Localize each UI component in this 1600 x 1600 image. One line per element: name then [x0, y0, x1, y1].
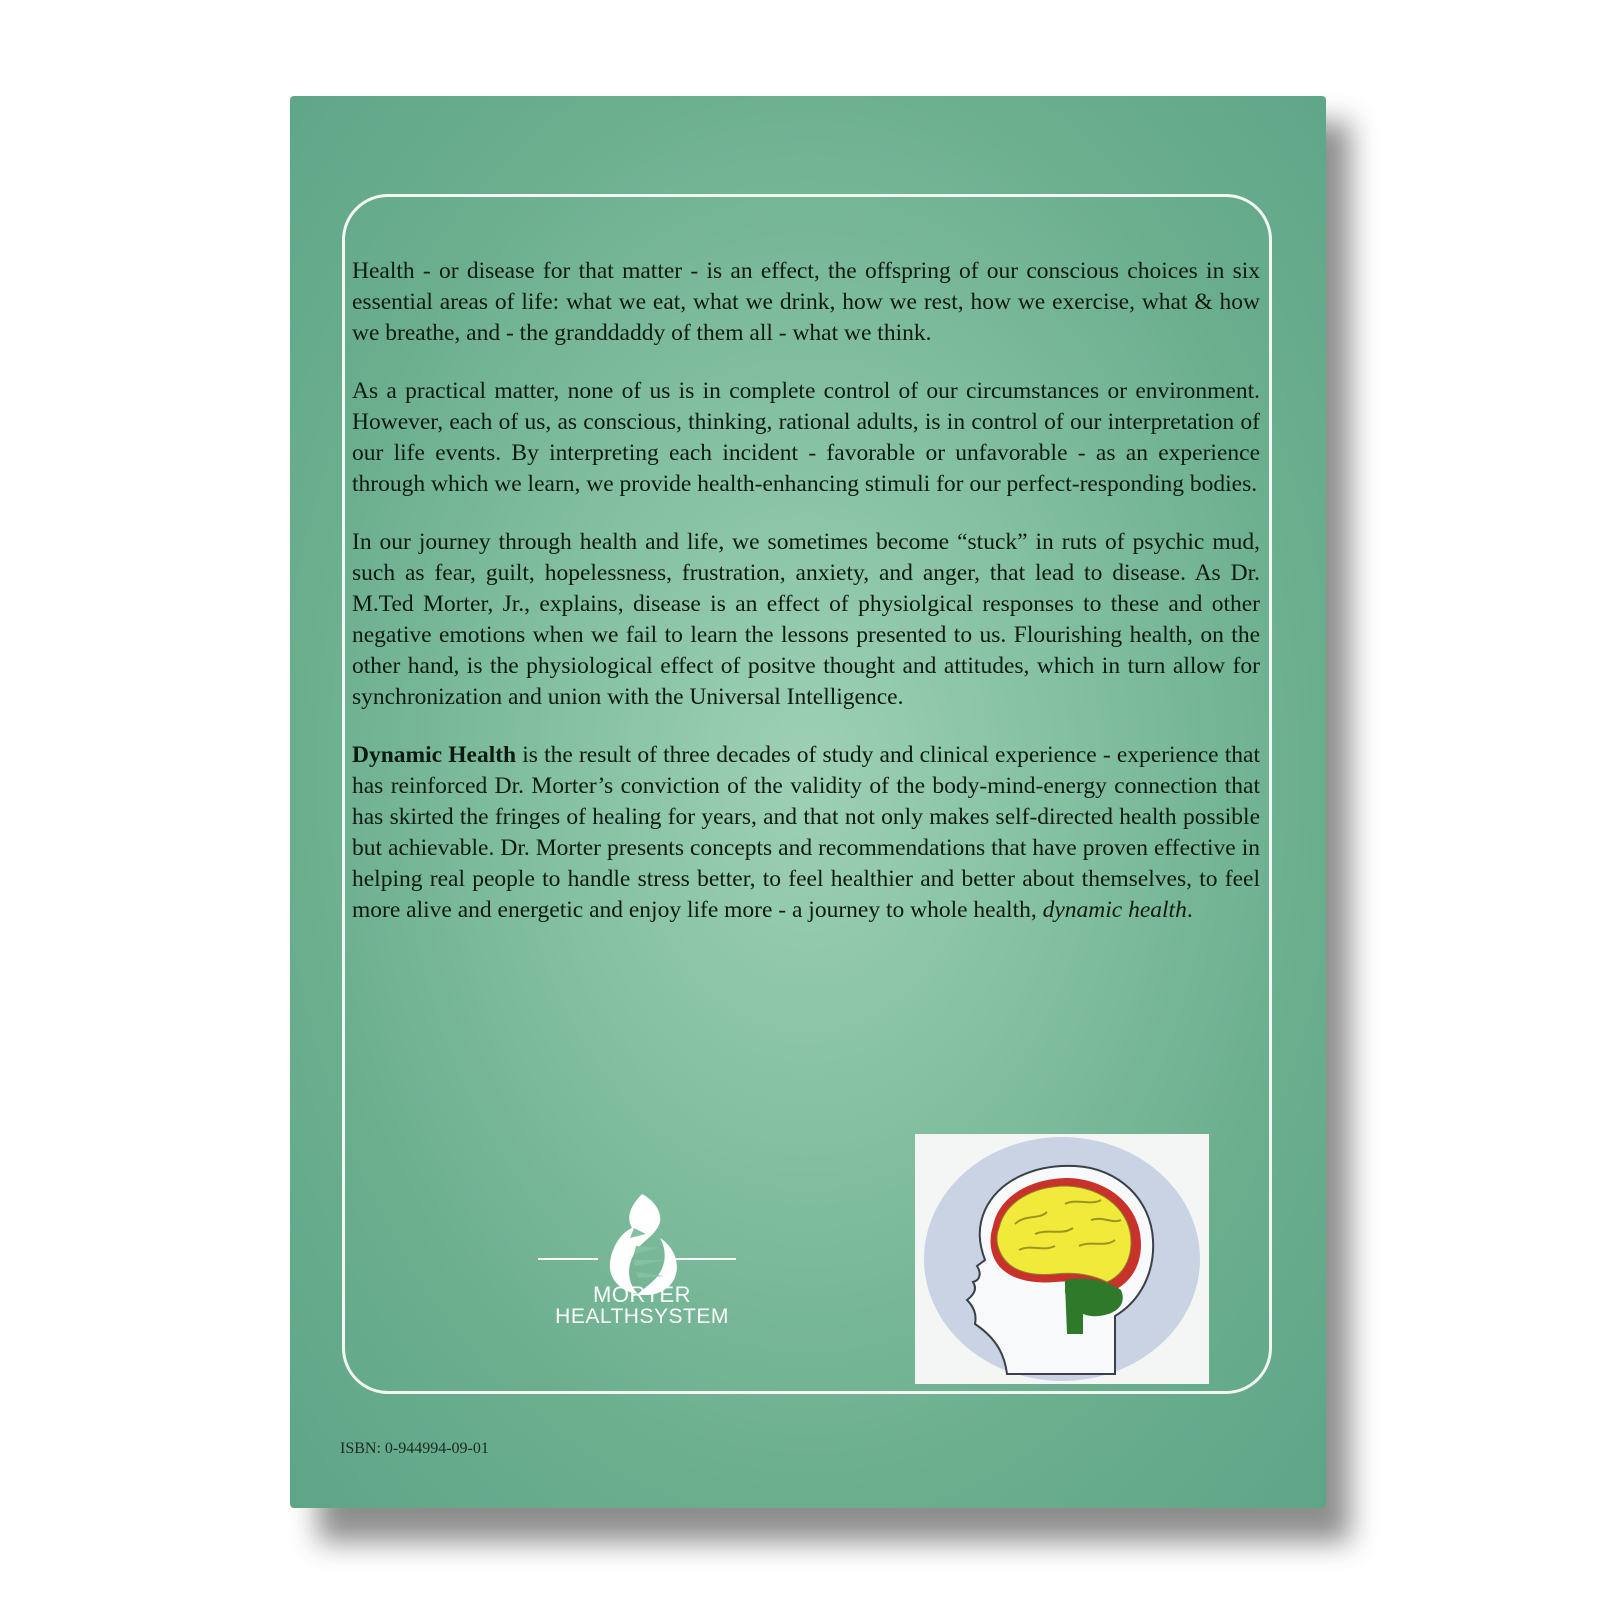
logo-line-1: MORTER [593, 1282, 691, 1307]
logo-wordmark [542, 1284, 742, 1328]
logo-divider-left [538, 1258, 598, 1260]
paragraph-2: As a practical matter, none of us is in complete control of our circumstances or environment. However, each of us, as conscious, thinking, rational adults, is in control of our interpretation of our life events. By interpreting each incident - favorable or unfavorable - as an experience through which we learn, we provide health-enhancing stimuli for our perfect-responding bodies. [352, 378, 1260, 497]
book-title-bold: Dynamic Health [352, 742, 517, 768]
paragraph-3: In our journey through health and life, we sometimes become “stuck” in ruts of psychic mud, such as fear, guilt, hopelessness, frustration, anxiety, and anger, that lead to disease. As Dr. M.Ted Morter, Jr., explains, disease is an effect of physiolgical responses to these and other negative emotions when we fail to learn the lessons presented to us. Flourishing health, on the other hand, is the physiological effect of positve thought and attitudes, which in turn allow for synchronization and union with the Universal Intelligence. [352, 529, 1260, 710]
paragraph-4 [352, 740, 1260, 926]
book-back-cover [290, 96, 1326, 1508]
head-brain-icon [915, 1134, 1209, 1384]
brain-illustration [915, 1134, 1209, 1384]
blurb-text [352, 256, 1260, 953]
isbn: ISBN: 0-944994-09-01 [340, 1440, 489, 1457]
paragraph-4-end: . [1186, 897, 1193, 923]
paragraph-1: Health - or disease for that matter - is an effect, the offspring of our conscious choices in six essential areas of life: what we eat, what we drink, how we rest, how we exercise, what & how we breathe, and - the granddaddy of them all - what we think. [352, 258, 1260, 346]
book-title-italic: dynamic health [1042, 897, 1187, 923]
paragraph-4-body: is the result of three decades of study and clinical experience - experience that has reinforced Dr. Morter’s conviction of the validity of the body-mind-energy connection that has skirted the fringes of healing for years, and that not only makes self-directed health possible but achievable. Dr. Morter presents concepts and recommendations that have proven effective in helping real people to handle stress better, to feel healthier and better about themselves, to feel more alive and energetic and enjoy life more - a journey to whole health, [352, 742, 1260, 923]
logo-line-2: HEALTHSYSTEM [555, 1305, 729, 1328]
logo-divider-right [676, 1258, 736, 1260]
